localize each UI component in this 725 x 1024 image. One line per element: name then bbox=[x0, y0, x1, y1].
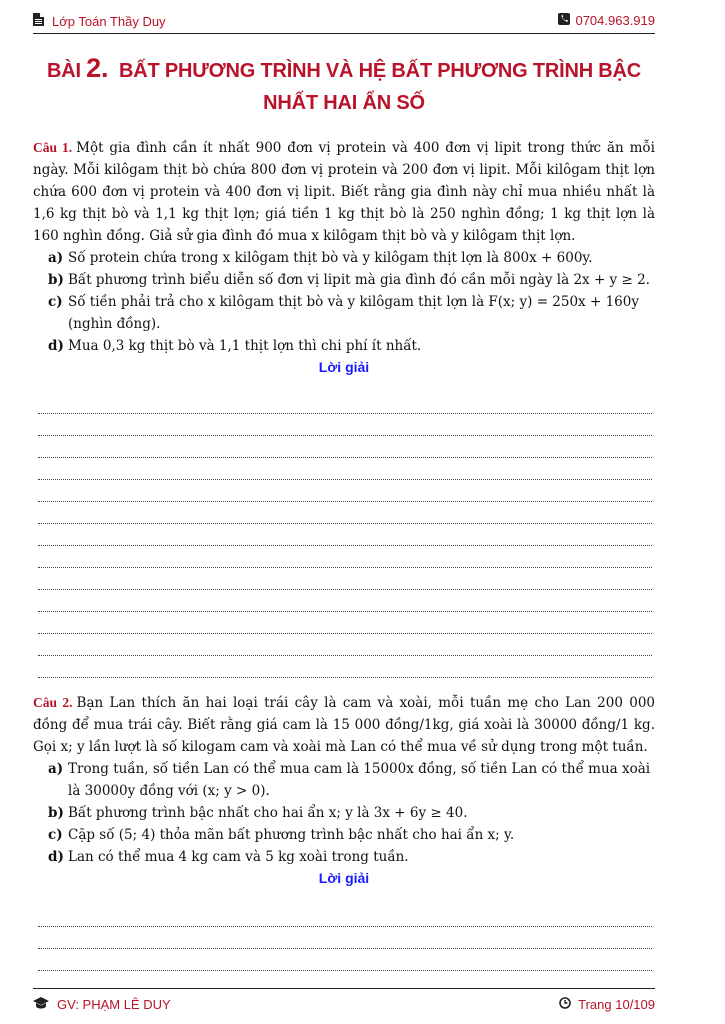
answer-line bbox=[38, 655, 652, 656]
phone-icon bbox=[558, 13, 570, 28]
header-right bbox=[558, 13, 655, 28]
option bbox=[48, 269, 655, 291]
answer-line bbox=[38, 589, 652, 590]
answer-line bbox=[38, 677, 652, 678]
answer-line bbox=[38, 926, 652, 927]
answer-line bbox=[38, 545, 652, 546]
option-text: Lan có thể mua 4 kg cam và 5 kg xoài trong tuần. bbox=[68, 849, 409, 865]
clock-icon bbox=[559, 997, 571, 1012]
header-left bbox=[33, 13, 166, 29]
answer-line bbox=[38, 479, 652, 480]
option-key: b) bbox=[48, 272, 64, 288]
answer-line bbox=[38, 501, 652, 502]
page-footer bbox=[33, 988, 655, 1014]
question-2-text: Bạn Lan thích ăn hai loại trái cây là cam và xoài, mỗi tuần mẹ cho Lan 200 000 đồng để mua trái cây. Biết rằng giá cam là 15 000 đồng/1kg, giá xoài là 30000 đồng/1 kg. Gọi x; y lần lượt là số kilogam cam và xoài mà Lan có thể mua về sử dụng trong một tuần. bbox=[33, 695, 655, 755]
question-1-text: Một gia đình cần ít nhất 900 đơn vị protein và 400 đơn vị lipit trong thức ăn mỗi ngày. Mỗi kilôgam thịt bò chứa 800 đơn vị protein và 200 đơn vị lipit. Mỗi kilôgam thịt lợn chứa 600 đơn vị protein và 400 đơn vị lipit. Biết rằng gia đình này chỉ mua nhiều nhất là 1,6 kg thịt bò và 1,1 kg thịt lợn; giá tiền 1 kg thịt bò là 250 nghìn đồng; 1 kg thịt lợn là 160 nghìn đồng. Giả sử gia đình đó mua x kilôgam thịt bò và y kilôgam thịt lợn. bbox=[33, 140, 655, 244]
option-key: c) bbox=[48, 294, 63, 310]
option-key: a) bbox=[48, 250, 64, 266]
option-text: Bất phương trình bậc nhất cho hai ẩn x; y là 3x + 6y ≥ 40. bbox=[68, 805, 468, 821]
footer-left bbox=[33, 997, 171, 1012]
option-text: Số tiền phải trả cho x kilôgam thịt bò và y kilôgam thịt lợn là F(x; y) = 250x + 160y (nghìn đồng). bbox=[68, 294, 639, 332]
question-2-options bbox=[48, 758, 655, 868]
answer-line bbox=[38, 633, 652, 634]
title-line2: NHẤT HAI ẨN SỐ bbox=[263, 92, 425, 114]
page-title bbox=[33, 52, 655, 119]
title-line1: BẤT PHƯƠNG TRÌNH VÀ HỆ BẤT PHƯƠNG TRÌNH BẬC bbox=[119, 60, 642, 82]
option bbox=[48, 846, 655, 868]
title-prefix: BÀI bbox=[46, 60, 81, 82]
solution-heading-1: Lời giải bbox=[318, 359, 370, 375]
header-phone: 0704.963.919 bbox=[575, 13, 655, 28]
answer-line bbox=[38, 457, 652, 458]
option-text: Trong tuần, số tiền Lan có thể mua cam là 15000x đồng, số tiền Lan có thể mua xoài là 30000y đồng với (x; y > 0). bbox=[68, 761, 651, 799]
document-icon bbox=[33, 13, 44, 29]
answer-line bbox=[38, 435, 652, 436]
title-number: 2. bbox=[86, 53, 109, 83]
footer-page-number: Trang 10/109 bbox=[578, 997, 655, 1012]
option bbox=[48, 247, 655, 269]
option-key: d) bbox=[48, 849, 64, 865]
answer-line bbox=[38, 567, 652, 568]
question-1 bbox=[33, 137, 655, 247]
option-key: b) bbox=[48, 805, 64, 821]
option bbox=[48, 758, 655, 802]
option-text: Cặp số (5; 4) thỏa mãn bất phương trình bậc nhất cho hai ẩn x; y. bbox=[68, 827, 515, 843]
answer-line bbox=[38, 948, 652, 949]
option-key: d) bbox=[48, 338, 64, 354]
page-header bbox=[33, 12, 655, 34]
option-key: a) bbox=[48, 761, 64, 777]
header-class-name: Lớp Toán Thầy Duy bbox=[52, 13, 166, 29]
question-2 bbox=[33, 692, 655, 758]
answer-line bbox=[38, 523, 652, 524]
question-1-options bbox=[48, 247, 655, 357]
option-text: Mua 0,3 kg thịt bò và 1,1 thịt lợn thì chi phí ít nhất. bbox=[68, 338, 422, 354]
question-1-label: Câu 1. bbox=[33, 140, 73, 155]
option bbox=[48, 291, 655, 335]
answer-line bbox=[38, 970, 652, 971]
graduation-cap-icon bbox=[33, 997, 49, 1012]
option-key: c) bbox=[48, 827, 63, 843]
option bbox=[48, 802, 655, 824]
solution-heading-2: Lời giải bbox=[318, 870, 370, 886]
option bbox=[48, 335, 655, 357]
footer-right bbox=[559, 997, 655, 1012]
answer-line bbox=[38, 611, 652, 612]
question-2-label: Câu 2. bbox=[33, 695, 73, 710]
answer-line bbox=[38, 413, 652, 414]
option-text: Số protein chứa trong x kilôgam thịt bò và y kilôgam thịt lợn là 800x + 600y. bbox=[68, 250, 593, 266]
footer-teacher: GV: PHẠM LÊ DUY bbox=[57, 997, 171, 1012]
option-text: Bất phương trình biểu diễn số đơn vị lipit mà gia đình đó cần mỗi ngày là 2x + y ≥ 2. bbox=[68, 272, 650, 288]
option bbox=[48, 824, 655, 846]
